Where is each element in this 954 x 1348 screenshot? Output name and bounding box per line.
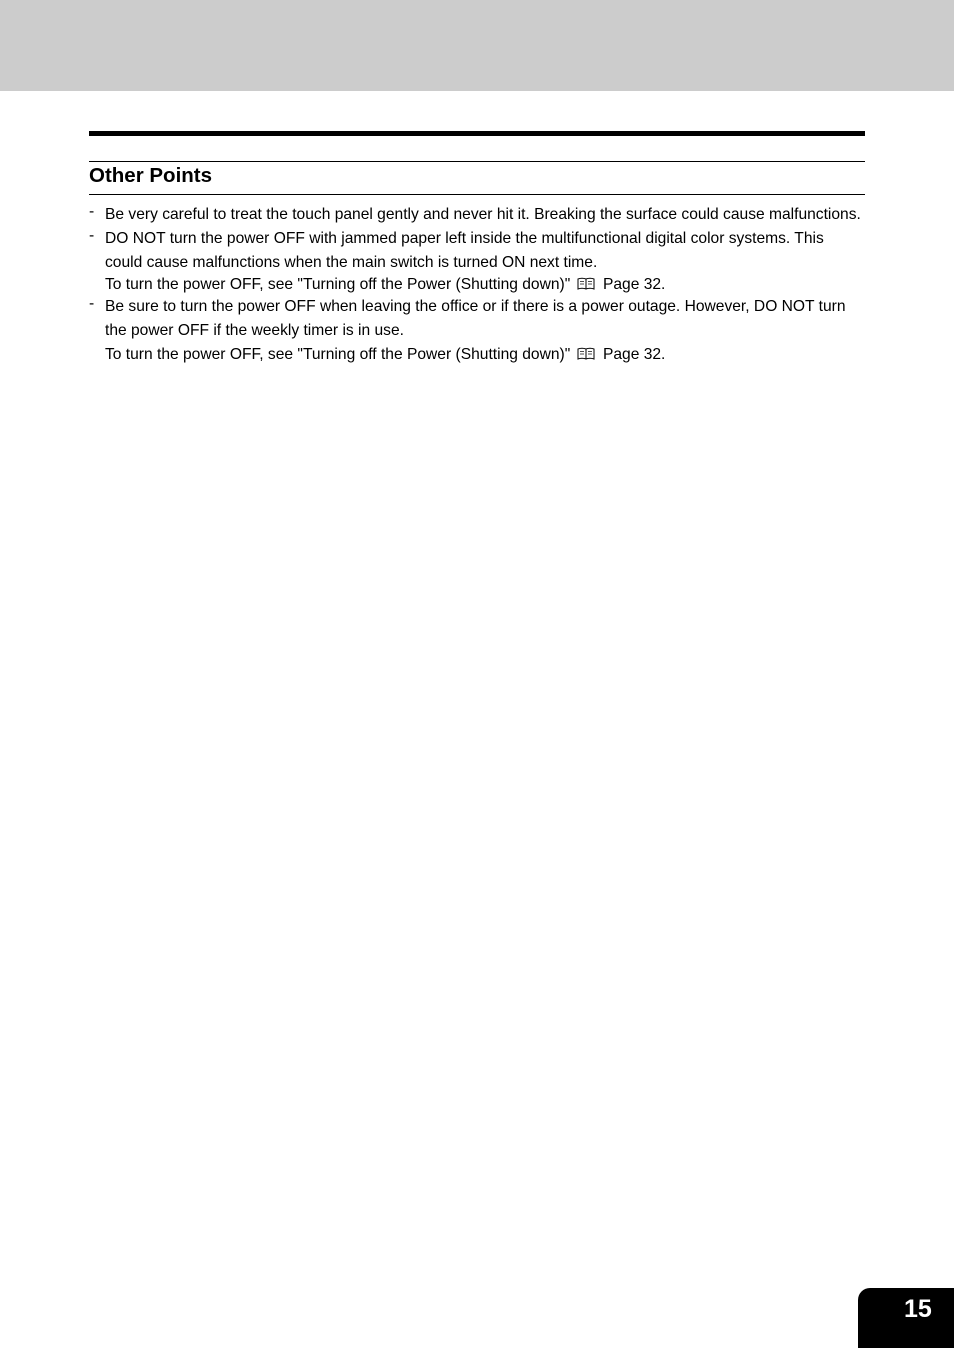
bullet-list xyxy=(89,203,865,367)
page-number-tab xyxy=(858,1288,954,1348)
bullet-dash: - xyxy=(89,227,95,244)
section-title: Other Points xyxy=(89,164,213,187)
bullet-dash: - xyxy=(89,203,95,220)
page-reference xyxy=(105,343,865,367)
book-icon xyxy=(577,347,595,361)
reference-page: Page 32. xyxy=(602,276,666,293)
reference-text: To turn the power OFF, see "Turning off the Power (Shutting down)" xyxy=(105,276,571,293)
page-reference xyxy=(105,275,865,295)
bullet-dash: - xyxy=(89,295,95,312)
title-rule-bottom xyxy=(89,194,865,195)
reference-text: To turn the power OFF, see "Turning off the Power (Shutting down)" xyxy=(105,346,571,363)
list-item xyxy=(89,295,865,367)
section-divider-thick xyxy=(89,131,865,136)
list-item xyxy=(89,203,865,227)
bullet-text: Be sure to turn the power OFF when leaving the office or if there is a power outage. However, DO NOT turn the power OFF if the weekly timer is in use. xyxy=(105,298,846,339)
list-item xyxy=(89,227,865,295)
book-icon xyxy=(577,277,595,291)
reference-page: Page 32. xyxy=(602,346,666,363)
bullet-text: DO NOT turn the power OFF with jammed paper left inside the multifunctional digital color systems. This could cause malfunctions when the main switch is turned ON next time. xyxy=(105,230,824,271)
bullet-text: Be very careful to treat the touch panel gently and never hit it. Breaking the surface could cause malfunctions. xyxy=(105,206,861,223)
page-number: 15 xyxy=(904,1295,932,1323)
header-band xyxy=(0,0,954,91)
